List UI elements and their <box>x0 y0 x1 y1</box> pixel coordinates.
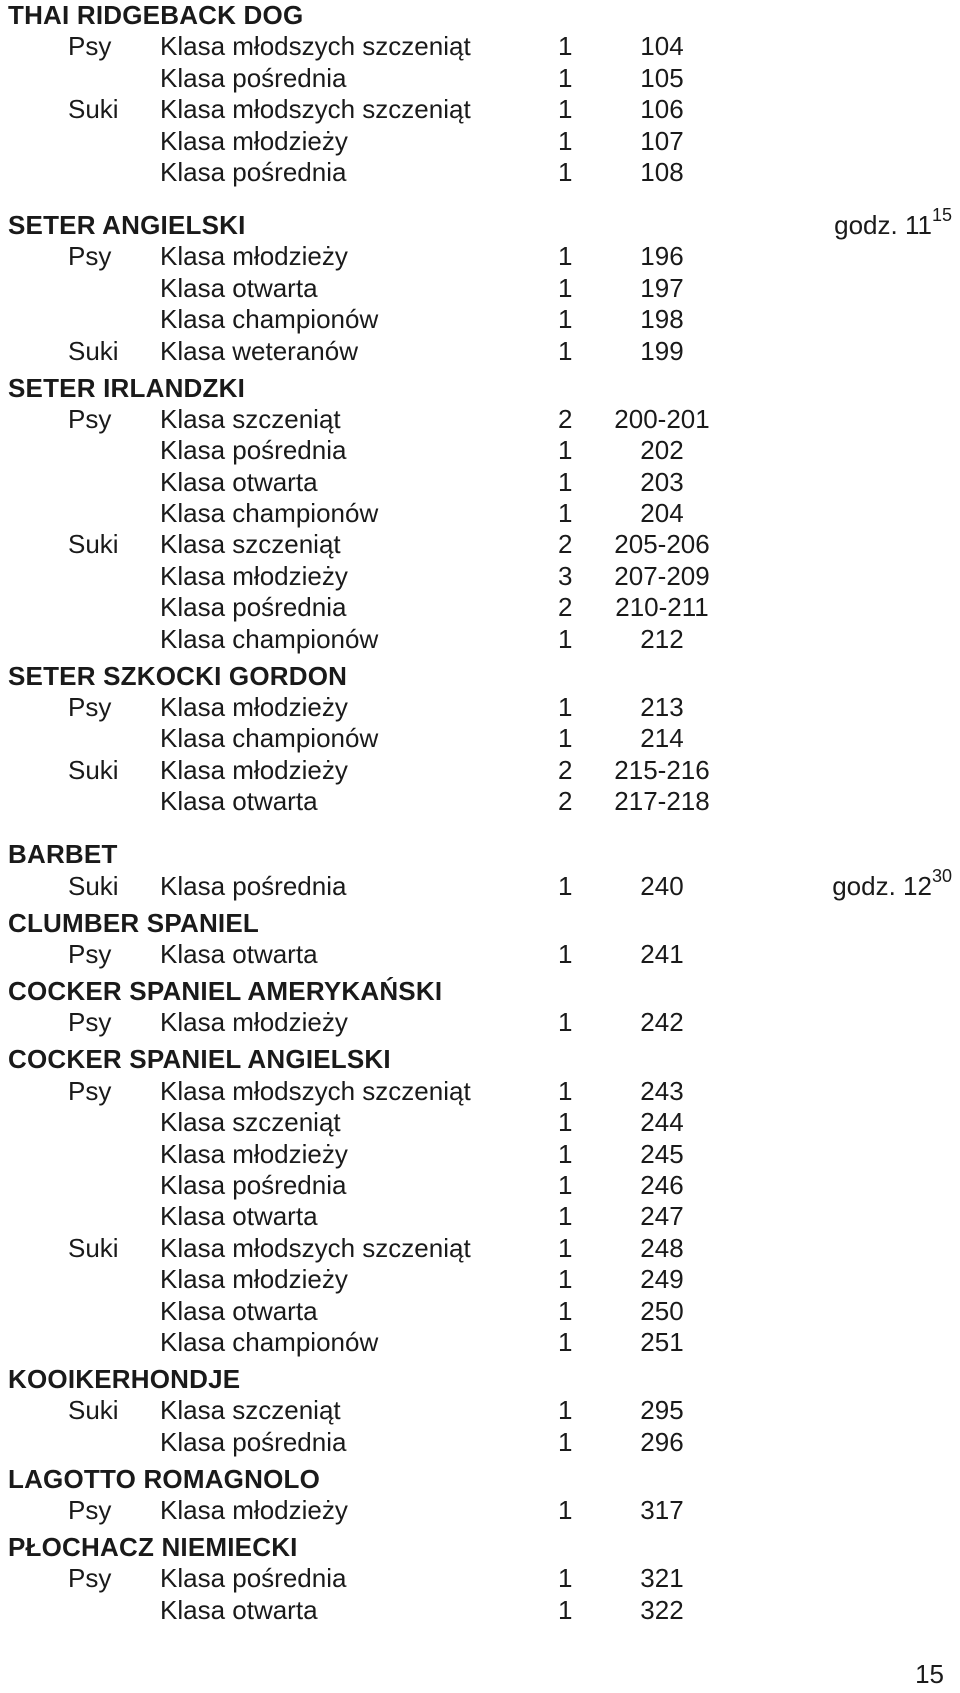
class-entry-row <box>8 334 952 365</box>
time-minutes: 15 <box>931 205 952 226</box>
class-entry-row <box>8 753 952 784</box>
entry-sex: Psy <box>68 31 112 62</box>
entry-catalog-numbers: 296 <box>640 1426 684 1457</box>
entry-catalog-numbers: 249 <box>640 1264 684 1295</box>
entry-count: 1 <box>558 272 573 303</box>
class-entry-row <box>8 61 952 92</box>
breed-name: COCKER SPANIEL AMERYKAŃSKI <box>8 975 443 1006</box>
breed-block <box>8 372 952 654</box>
entry-count: 1 <box>558 304 573 335</box>
entry-catalog-numbers: 107 <box>640 125 684 156</box>
entry-class: Klasa młodszych szczeniąt <box>160 1075 471 1106</box>
entry-sex: Psy <box>68 1007 112 1038</box>
entry-catalog-numbers: 204 <box>640 498 684 529</box>
class-entry-row <box>8 722 952 753</box>
breed-name: COCKER SPANIEL ANGIELSKI <box>8 1044 391 1075</box>
entry-catalog-numbers: 322 <box>640 1594 684 1625</box>
class-entry-row <box>8 1294 952 1325</box>
class-entry-row <box>8 938 952 969</box>
breed-block <box>8 1463 952 1525</box>
class-entry-row <box>8 622 952 653</box>
entry-class: Klasa otwarta <box>160 938 318 969</box>
breed-block <box>8 0 952 187</box>
breed-header <box>8 1043 952 1074</box>
entry-count: 1 <box>558 1295 573 1326</box>
entry-count: 1 <box>558 466 573 497</box>
time-hour: godz. 11 <box>834 209 932 240</box>
entry-class: Klasa championów <box>160 623 379 654</box>
entry-count: 1 <box>558 723 573 754</box>
class-entry-row <box>8 1006 952 1037</box>
class-entry-row <box>8 240 952 271</box>
entry-count: 1 <box>558 1232 573 1263</box>
class-entry-row <box>8 465 952 496</box>
entry-class: Klasa pośrednia <box>160 870 347 901</box>
entry-count: 1 <box>558 1594 573 1625</box>
entry-class: Klasa pośrednia <box>160 435 347 466</box>
breed-block <box>8 205 952 366</box>
entry-catalog-numbers: 196 <box>640 241 684 272</box>
entry-count: 1 <box>558 870 573 901</box>
class-entry-row <box>8 591 952 622</box>
entry-class: Klasa otwarta <box>160 466 318 497</box>
breed-block <box>8 1043 952 1357</box>
entry-class: Klasa championów <box>160 304 379 335</box>
entry-count: 3 <box>558 560 573 591</box>
entry-sex: Psy <box>68 1563 112 1594</box>
entry-count: 1 <box>558 241 573 272</box>
entry-class: Klasa championów <box>160 1326 379 1357</box>
breed-block <box>8 838 952 900</box>
entry-class: Klasa młodzieży <box>160 1007 348 1038</box>
breed-name: SETER ANGIELSKI <box>8 209 246 240</box>
class-entry-row <box>8 1137 952 1168</box>
entry-sex: Suki <box>68 529 119 560</box>
entry-catalog-numbers: 198 <box>640 304 684 335</box>
breed-header <box>8 907 952 938</box>
entry-count: 1 <box>558 1395 573 1426</box>
entry-class: Klasa młodzieży <box>160 125 348 156</box>
entry-sex: Suki <box>68 1395 119 1426</box>
entry-count: 1 <box>558 335 573 366</box>
entry-catalog-numbers: 106 <box>640 94 684 125</box>
breed-name: BARBET <box>8 839 118 870</box>
entry-class: Klasa pośrednia <box>160 62 347 93</box>
entry-catalog-numbers: 210-211 <box>615 592 709 623</box>
schedule-document <box>8 0 952 1625</box>
entry-catalog-numbers: 213 <box>640 692 684 723</box>
entry-class: Klasa młodzieży <box>160 754 348 785</box>
class-entry-row <box>8 1394 952 1425</box>
entry-count: 2 <box>558 592 573 623</box>
class-entry-row <box>8 30 952 61</box>
class-entry-row <box>8 1425 952 1456</box>
entry-catalog-numbers: 321 <box>640 1563 684 1594</box>
entry-count: 1 <box>558 1138 573 1169</box>
entry-catalog-numbers: 240 <box>640 870 684 901</box>
entry-count: 1 <box>558 1495 573 1526</box>
entry-count: 1 <box>558 1107 573 1138</box>
entry-class: Klasa pośrednia <box>160 156 347 187</box>
entry-sex: Psy <box>68 241 112 272</box>
entry-count: 1 <box>558 62 573 93</box>
entry-catalog-numbers: 215-216 <box>614 754 710 785</box>
class-entry-row <box>8 785 952 816</box>
entry-catalog-numbers: 295 <box>640 1395 684 1426</box>
class-entry-row <box>8 303 952 334</box>
entry-catalog-numbers: 245 <box>640 1138 684 1169</box>
breed-header <box>8 1463 952 1494</box>
entry-count: 1 <box>558 1563 573 1594</box>
entry-catalog-numbers: 317 <box>640 1495 684 1526</box>
entry-count: 1 <box>558 125 573 156</box>
entry-catalog-numbers: 203 <box>640 466 684 497</box>
breed-header <box>8 1531 952 1562</box>
entry-catalog-numbers: 244 <box>640 1107 684 1138</box>
class-entry-row <box>8 156 952 187</box>
entry-sex: Psy <box>68 1495 112 1526</box>
time-minutes: 30 <box>931 865 952 886</box>
entry-count: 2 <box>558 529 573 560</box>
class-entry-row <box>8 93 952 124</box>
breed-block <box>8 907 952 969</box>
entry-sex: Suki <box>68 335 119 366</box>
entry-catalog-numbers: 243 <box>640 1075 684 1106</box>
entry-class: Klasa młodzieży <box>160 1495 348 1526</box>
entry-class: Klasa szczeniąt <box>160 529 341 560</box>
class-entry-row <box>8 271 952 302</box>
entry-count: 1 <box>558 435 573 466</box>
entry-catalog-numbers: 242 <box>640 1007 684 1038</box>
entry-class: Klasa pośrednia <box>160 592 347 623</box>
entry-count: 1 <box>558 1264 573 1295</box>
entry-class: Klasa młodszych szczeniąt <box>160 1232 471 1263</box>
time-hour: godz. 12 <box>832 870 932 901</box>
entry-catalog-numbers: 199 <box>640 335 684 366</box>
entry-catalog-numbers: 197 <box>640 272 684 303</box>
entry-class: Klasa szczeniąt <box>160 403 341 434</box>
entry-class: Klasa championów <box>160 498 379 529</box>
entry-class: Klasa pośrednia <box>160 1563 347 1594</box>
breed-block <box>8 975 952 1037</box>
entry-count: 2 <box>558 754 573 785</box>
entry-catalog-numbers: 217-218 <box>614 786 710 817</box>
entry-catalog-numbers: 214 <box>640 723 684 754</box>
entry-catalog-numbers: 202 <box>640 435 684 466</box>
entry-count: 1 <box>558 1201 573 1232</box>
class-entry-row <box>8 1494 952 1525</box>
entry-class: Klasa pośrednia <box>160 1169 347 1200</box>
entry-class: Klasa młodzieży <box>160 692 348 723</box>
breed-block <box>8 1531 952 1625</box>
schedule-time <box>834 205 952 240</box>
entry-class: Klasa młodzieży <box>160 241 348 272</box>
entry-count: 1 <box>558 498 573 529</box>
entry-sex: Suki <box>68 754 119 785</box>
entry-sex: Psy <box>68 938 112 969</box>
entry-count: 1 <box>558 156 573 187</box>
breed-header <box>8 372 952 403</box>
page-number: 15 <box>915 1659 944 1689</box>
breed-name: LAGOTTO ROMAGNOLO <box>8 1463 321 1494</box>
class-entry-row <box>8 434 952 465</box>
entry-count: 2 <box>558 403 573 434</box>
entry-catalog-numbers: 246 <box>640 1169 684 1200</box>
entry-catalog-numbers: 251 <box>640 1326 684 1357</box>
entry-sex: Psy <box>68 403 112 434</box>
class-entry-row <box>8 559 952 590</box>
class-entry-row <box>8 1231 952 1262</box>
entry-count: 1 <box>558 1326 573 1357</box>
breed-name: KOOIKERHONDJE <box>8 1363 241 1394</box>
entry-count: 2 <box>558 786 573 817</box>
class-entry-row <box>8 865 952 901</box>
class-entry-row <box>8 1074 952 1105</box>
breed-header <box>8 1363 952 1394</box>
class-entry-row <box>8 1593 952 1624</box>
breed-header <box>8 838 952 869</box>
entry-count: 1 <box>558 692 573 723</box>
entry-count: 1 <box>558 938 573 969</box>
entry-catalog-numbers: 104 <box>640 31 684 62</box>
entry-sex: Psy <box>68 692 112 723</box>
entry-class: Klasa otwarta <box>160 1295 318 1326</box>
entry-sex: Psy <box>68 1075 112 1106</box>
entry-catalog-numbers: 207-209 <box>614 560 710 591</box>
breed-header <box>8 660 952 691</box>
class-entry-row <box>8 1200 952 1231</box>
entry-count: 1 <box>558 94 573 125</box>
breed-name: SETER IRLANDZKI <box>8 372 245 403</box>
class-entry-row <box>8 1326 952 1357</box>
breed-block <box>8 1363 952 1457</box>
entry-sex: Suki <box>68 1232 119 1263</box>
entry-class: Klasa otwarta <box>160 1594 318 1625</box>
entry-count: 1 <box>558 1426 573 1457</box>
entry-catalog-numbers: 248 <box>640 1232 684 1263</box>
entry-class: Klasa otwarta <box>160 1201 318 1232</box>
entry-class: Klasa szczeniąt <box>160 1395 341 1426</box>
breed-name: PŁOCHACZ NIEMIECKI <box>8 1532 298 1563</box>
entry-class: Klasa championów <box>160 723 379 754</box>
entry-catalog-numbers: 250 <box>640 1295 684 1326</box>
entry-class: Klasa otwarta <box>160 786 318 817</box>
breed-name: CLUMBER SPANIEL <box>8 907 259 938</box>
entry-class: Klasa weteranów <box>160 335 358 366</box>
entry-count: 1 <box>558 623 573 654</box>
class-entry-row <box>8 497 952 528</box>
class-entry-row <box>8 1263 952 1294</box>
entry-class: Klasa otwarta <box>160 272 318 303</box>
entry-class: Klasa młodzieży <box>160 1138 348 1169</box>
entry-class: Klasa pośrednia <box>160 1426 347 1457</box>
entry-catalog-numbers: 247 <box>640 1201 684 1232</box>
entry-class: Klasa młodszych szczeniąt <box>160 94 471 125</box>
schedule-time <box>832 865 952 901</box>
class-entry-row <box>8 528 952 559</box>
entry-catalog-numbers: 200-201 <box>614 403 710 434</box>
entry-class: Klasa młodzieży <box>160 1264 348 1295</box>
class-entry-row <box>8 691 952 722</box>
entry-count: 1 <box>558 1075 573 1106</box>
breed-header <box>8 0 952 30</box>
entry-sex: Suki <box>68 870 119 901</box>
entry-class: Klasa młodzieży <box>160 560 348 591</box>
entry-count: 1 <box>558 31 573 62</box>
entry-catalog-numbers: 241 <box>640 938 684 969</box>
breed-header <box>8 975 952 1006</box>
class-entry-row <box>8 1106 952 1137</box>
entry-catalog-numbers: 205-206 <box>614 529 710 560</box>
entry-class: Klasa młodszych szczeniąt <box>160 31 471 62</box>
entry-count: 1 <box>558 1007 573 1038</box>
class-entry-row <box>8 403 952 434</box>
class-entry-row <box>8 1169 952 1200</box>
entry-catalog-numbers: 212 <box>640 623 684 654</box>
entry-class: Klasa szczeniąt <box>160 1107 341 1138</box>
breed-name: SETER SZKOCKI GORDON <box>8 660 348 691</box>
class-entry-row <box>8 1562 952 1593</box>
entry-sex: Suki <box>68 94 119 125</box>
entry-catalog-numbers: 105 <box>640 62 684 93</box>
class-entry-row <box>8 124 952 155</box>
breed-header <box>8 205 952 240</box>
breed-name: THAI RIDGEBACK DOG <box>8 0 304 30</box>
entry-count: 1 <box>558 1169 573 1200</box>
entry-catalog-numbers: 108 <box>640 156 684 187</box>
breed-block <box>8 660 952 817</box>
